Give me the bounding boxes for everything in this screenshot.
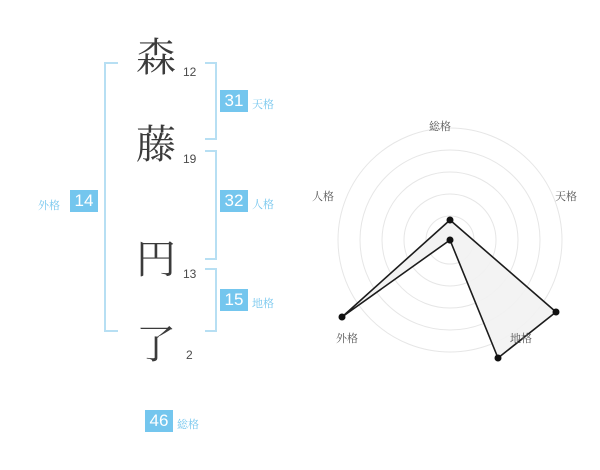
soukaku-label: 総格 bbox=[177, 419, 199, 431]
radar-chart bbox=[310, 100, 590, 385]
soukaku-badge: 46 bbox=[145, 410, 173, 432]
jinkaku-badge: 32 bbox=[220, 190, 248, 212]
tenkaku-label: 天格 bbox=[252, 99, 274, 111]
gaikaku-label: 外格 bbox=[38, 200, 60, 212]
tenkaku-bracket bbox=[205, 62, 217, 140]
radar-axis-label-chikaku: 地格 bbox=[510, 333, 532, 345]
kanji-char-2: 藤 bbox=[136, 122, 176, 168]
radar-axis-label-tenkaku: 天格 bbox=[555, 191, 577, 203]
kanji-strokes-3: 13 bbox=[183, 267, 197, 281]
chikaku-badge: 15 bbox=[220, 289, 248, 311]
kanji-strokes-1: 12 bbox=[183, 65, 197, 79]
chikaku-bracket bbox=[205, 268, 217, 332]
kanji-char-1: 森 bbox=[136, 35, 176, 81]
kanji-char-4: 了 bbox=[136, 322, 176, 368]
radar-axis-label-gaikaku: 外格 bbox=[336, 333, 358, 345]
radar-axis-label-jinkaku: 人格 bbox=[312, 191, 334, 203]
jinkaku-label: 人格 bbox=[252, 199, 274, 211]
jinkaku-bracket bbox=[205, 150, 217, 260]
chikaku-label: 地格 bbox=[252, 298, 274, 310]
gaikaku-badge: 14 bbox=[70, 190, 98, 212]
kanji-strokes-4: 2 bbox=[186, 348, 193, 362]
kanji-char-3: 円 bbox=[136, 237, 176, 283]
outer-bracket bbox=[104, 62, 118, 332]
radar-axis-label-soukaku: 総格 bbox=[429, 121, 451, 133]
tenkaku-badge: 31 bbox=[220, 90, 248, 112]
kanji-strokes-2: 19 bbox=[183, 152, 197, 166]
